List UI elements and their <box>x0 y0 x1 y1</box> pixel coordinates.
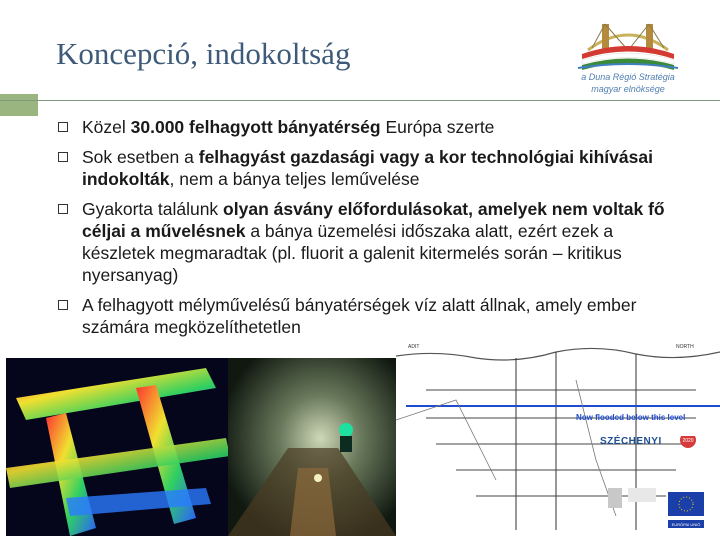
checkbox-bullet-icon <box>58 300 68 310</box>
text-segment: Közel <box>82 117 131 137</box>
page-title: Koncepció, indokoltság <box>56 36 351 71</box>
bullet-list <box>58 116 678 346</box>
szechenyi-label: SZÉCHENYI <box>600 436 662 447</box>
danube-presidency-logo <box>568 6 688 102</box>
text-segment: Európa szerte <box>380 117 495 137</box>
underwater-diver-photo <box>228 358 396 536</box>
checkbox-bullet-icon <box>58 152 68 162</box>
text-segment: A felhagyott mélyművelésű bányatérségek víz alatt állnak, amely ember számára megközelíthetetlen <box>82 295 637 337</box>
logo-caption-line1: a Duna Régió Stratégia <box>581 72 675 82</box>
bullet-item <box>58 146 678 190</box>
map-adit-label: ADIT <box>408 344 420 350</box>
bullet-text <box>82 147 653 189</box>
bridge-logo-icon <box>568 6 688 72</box>
bullet-text <box>82 117 494 137</box>
bullet-item <box>58 198 678 286</box>
sonar-scan-image <box>6 358 230 536</box>
bullet-item <box>58 294 678 338</box>
bullet-item <box>58 116 678 138</box>
bold-text-segment: felhagyást gazdasági vagy a kor technológiai kihívásai indokolták <box>82 147 653 189</box>
bold-text-segment: olyan ásvány előfordulásokat, amelyek nem voltak fő céljai a művelésnek <box>82 199 665 241</box>
bold-text-segment: 30.000 felhagyott bányatérség <box>130 117 381 137</box>
szechenyi-2020-logo <box>596 436 706 530</box>
flood-level-label: Now flooded below this level <box>576 413 686 422</box>
checkbox-bullet-icon <box>58 122 68 132</box>
text-segment: a bánya üzemelési időszaka alatt, ezért ezek a készletek megmaradtak (pl. fluorit a galenit kitermelés során – kritikus nyersanyag) <box>82 221 622 285</box>
logo-caption-line2: magyar elnöksége <box>591 84 665 94</box>
text-segment: Sok esetben a <box>82 147 199 167</box>
map-north-label: NORTH <box>676 344 694 350</box>
text-segment: Gyakorta találunk <box>82 199 224 219</box>
checkbox-bullet-icon <box>58 204 68 214</box>
text-segment: , nem a bánya teljes leművelése <box>169 169 420 189</box>
szechenyi-badge: 2020 <box>682 438 694 444</box>
title-accent-bar <box>0 94 38 116</box>
bullet-text <box>82 295 636 337</box>
bullet-text <box>82 199 665 285</box>
eu-label: EURÓPAI UNIÓ <box>671 522 701 527</box>
